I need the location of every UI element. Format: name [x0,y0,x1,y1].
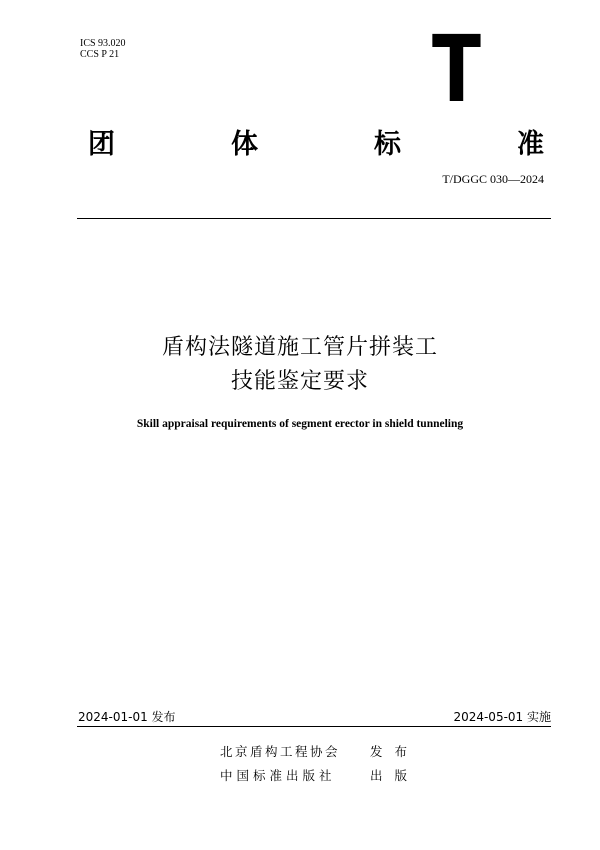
standard-type-char: 团 [88,129,115,160]
standard-type-char: 准 [517,129,544,160]
top-divider [77,218,551,219]
title-cn-line1: 盾构法隧道施工管片拼装工 [161,335,438,360]
publisher-name: 中国标准出版社 [220,768,336,783]
standard-number: T/DGGC 030—2024 [442,172,544,186]
bottom-divider [77,726,551,727]
title-cn-line2: 技能鉴定要求 [230,369,369,394]
standard-type-char: 标 [374,129,401,160]
ics-code: ICS 93.020 [80,38,126,49]
standard-type-char: 体 [231,129,258,160]
classification-codes [80,38,126,60]
standard-letter-logo: T [432,16,481,123]
title-en: Skill appraisal requirements of segment erector in shield tunneling [136,418,464,430]
publisher-role: 出版 [370,768,420,783]
standard-type-heading [88,128,544,162]
implement-date: 2024-05-01 实施 [453,710,551,724]
publisher-name: 北京盾构工程协会 [220,744,341,759]
release-date: 2024-01-01 发布 [78,710,176,724]
ccs-code: CCS P 21 [80,49,120,60]
publisher-role: 发布 [370,744,420,759]
